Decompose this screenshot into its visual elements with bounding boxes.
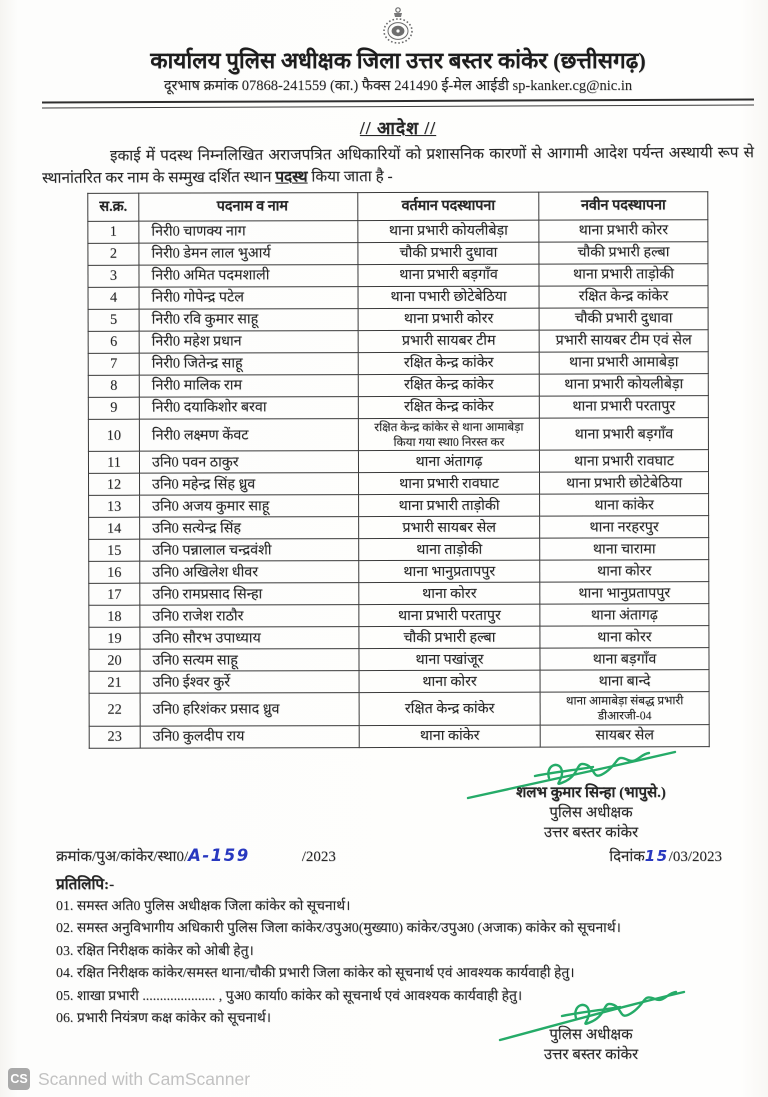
table-cell: थाना बड़गाँव [540, 648, 709, 670]
table-cell: निरी0 मालिक राम [139, 375, 358, 398]
second-signature-block [486, 1026, 696, 1066]
order-intro-paragraph [42, 142, 754, 189]
table-cell: 1 [88, 221, 139, 243]
table-row [89, 582, 709, 606]
table-row [88, 396, 708, 420]
table-cell: 3 [88, 265, 139, 287]
column-header: नवीन पदस्थापना [539, 192, 708, 220]
table-row [89, 560, 709, 584]
table-cell: चौकी प्रभारी दुधावा [539, 308, 708, 330]
table-cell: उनि0 रामप्रसाद सिन्हा [140, 583, 359, 606]
table-cell: थाना कोरर [359, 583, 540, 605]
table-cell: निरी0 गोपेन्द्र पटेल [139, 287, 358, 310]
copy-line: 06. प्रभारी नियंत्रण कक्ष कांकेर को सूचनार्थ। [56, 1011, 271, 1027]
table-row [88, 330, 708, 354]
table-cell: उनि0 सौरभ उपाध्याय [140, 627, 359, 650]
table-row [89, 538, 709, 562]
table-row [88, 286, 708, 310]
table-cell: थाना प्रभारी बड़गाँव [358, 264, 539, 286]
table-row [89, 626, 709, 650]
table-cell: 15 [89, 540, 140, 562]
table-cell: थाना कांकेर [540, 494, 709, 516]
table-row [89, 516, 709, 540]
table-cell: 7 [88, 353, 139, 375]
table-cell: निरी0 अमित पदमशाली [139, 265, 358, 288]
order-heading: // आदेश // [359, 117, 437, 138]
reference-number-line [56, 846, 722, 866]
table-cell: 12 [89, 474, 140, 496]
table-cell: 23 [89, 726, 140, 748]
table-row [89, 604, 709, 628]
table-cell: थाना प्रभारी कोयलीबेड़ा [358, 220, 539, 242]
table-cell: प्रभारी सायबर टीम एवं सेल [539, 330, 708, 352]
handwritten-ref-number: A-159 [188, 846, 250, 865]
table-row [88, 418, 708, 452]
table-cell: सायबर सेल [540, 725, 709, 747]
signatory-district: उत्तर बस्तर कांकेर [543, 824, 639, 841]
table-cell: 6 [88, 331, 139, 353]
table-cell: निरी0 दयाकिशोर बरवा [139, 397, 358, 420]
table-cell: थाना प्रभारी ताड़ोकी [539, 264, 708, 286]
column-header: पदनाम व नाम [139, 193, 358, 222]
camscanner-badge-icon: CS [8, 1068, 30, 1090]
table-cell: 18 [89, 606, 140, 628]
table-cell: उनि0 अजय कुमार साहू [140, 495, 359, 518]
header-divider [42, 98, 754, 108]
table-cell: थाना कोरर [540, 626, 709, 648]
table-row [89, 670, 709, 694]
table-cell: निरी0 जितेन्द्र साहू [139, 353, 358, 376]
table-cell: थाना चारामा [540, 538, 709, 560]
handwritten-date-day: 15 [644, 847, 669, 865]
second-signature-district: उत्तर बस्तर कांकेर [543, 1046, 639, 1063]
table-cell: थाना पखांजूर [359, 649, 540, 671]
table-cell: चौकी प्रभारी हल्बा [359, 627, 540, 649]
table-row [89, 648, 709, 672]
table-cell: 11 [88, 452, 139, 474]
table-row [88, 374, 708, 398]
copy-line: 05. शाखा प्रभारी ..................... , पुअ0 कार्या0 कांकेर को सूचनार्थ एवं आवश्यक कार्यवाही हेतु। [56, 988, 523, 1004]
table-cell: प्रभारी सायबर टीम [358, 330, 539, 352]
ref-prefix: क्रमांक/पुअ/कांकेर/स्था0/ [56, 849, 189, 865]
copy-line: 04. रक्षित निरीक्षक कांकेर/समस्त थाना/चौकी प्रभारी जिला कांकेर को सूचनार्थ एवं आवश्यक कार्यवाही हेतु। [56, 966, 575, 982]
table-cell: उनि0 सत्यम साहू [140, 649, 359, 672]
table-cell: उनि0 पवन ठाकुर [139, 451, 358, 474]
police-emblem-icon [378, 4, 418, 48]
transfer-table-body [88, 220, 709, 749]
transfer-table-head [88, 192, 708, 222]
ref-year: /2023 [301, 849, 336, 865]
table-cell: थाना प्रभारी कोरर [358, 308, 539, 330]
copy-line: 02. समस्त अनुविभागीय अधिकारी पुलिस जिला कांकेर/उपुअ0(मुख्या0) कांकेर/उपुअ0 (अजाक) कांकेर को सूचनार्थ। [56, 921, 621, 937]
table-cell: निरी0 लक्ष्मण केंवट [139, 419, 358, 452]
table-cell: 9 [88, 397, 139, 419]
table-cell: 13 [89, 496, 140, 518]
table-cell: चौकी प्रभारी दुधावा [358, 242, 539, 264]
table-cell: उनि0 ईश्वर कुर्रे [140, 671, 359, 694]
table-row [88, 308, 708, 332]
intro-underlined-word: पदस्थ [275, 168, 308, 186]
table-cell: 21 [89, 672, 140, 694]
table-cell: थाना अंतागढ़ [358, 451, 539, 473]
copy-line: 01. समस्त अति0 पुलिस अधीक्षक जिला कांकेर को सूचनार्थ। [56, 899, 351, 914]
table-cell: 20 [89, 650, 140, 672]
table-cell: 2 [88, 243, 139, 265]
table-cell: रक्षित केन्द्र कांकेर [358, 352, 539, 374]
table-cell: उनि0 सत्येन्द्र सिंह [140, 517, 359, 540]
copies-heading: प्रतिलिपि:- [56, 876, 115, 893]
table-cell: रक्षित केन्द्र कांकेर [358, 396, 539, 418]
copy-line: 03. रक्षित निरीक्षक कांकेर को ओबी हेतु। [56, 943, 254, 959]
table-cell: थाना प्रभारी ताड़ोकी [359, 495, 540, 517]
table-cell: उनि0 राजेश राठौर [140, 605, 359, 628]
table-row [88, 220, 708, 244]
table-cell: थाना प्रभारी कोरर [539, 220, 708, 242]
table-cell: 17 [89, 584, 140, 606]
table-cell: निरी0 रवि कुमार साहू [139, 309, 358, 332]
date-rest: /03/2023 [668, 849, 722, 865]
intro-text: इकाई में पदस्थ निम्नलिखित अराजपत्रित अधिकारियों को प्रशासनिक कारणों से आगामी आदेश पर्यन्त अस्थायी रूप से स्थानांतरित कर नाम के सम्मुख दर्शित स्थान [42, 144, 754, 187]
table-cell: उनि0 कुलदीप राय [140, 726, 359, 749]
camscanner-text: Scanned with CamScanner [38, 1068, 251, 1089]
signatory-block [466, 784, 716, 843]
table-row [89, 725, 709, 749]
table-cell: थाना प्रभारी आमाबेड़ा [539, 352, 708, 374]
table-row [89, 472, 709, 496]
table-row [89, 494, 709, 518]
table-cell: 4 [88, 287, 139, 309]
table-cell: थाना प्रभारी परतापुर [359, 605, 540, 627]
column-header: स.क्र. [88, 193, 139, 221]
office-title: कार्यालय पुलिस अधीक्षक जिला उत्तर बस्तर कांकेर (छत्तीसगढ़) [150, 48, 646, 73]
table-cell: रक्षित केन्द्र कांकेर से थाना आमाबेड़ा किया गया स्था0 निरस्त कर [358, 418, 539, 451]
table-cell: थाना भानुप्रतापपुर [359, 561, 540, 583]
table-row [88, 242, 708, 266]
table-cell: 5 [88, 309, 139, 331]
table-cell: उनि0 अखिलेश धीवर [140, 561, 359, 584]
table-cell: थाना नरहरपुर [540, 516, 709, 538]
table-cell: थाना कोरर [359, 671, 540, 693]
table-cell: थाना ताड़ोकी [359, 539, 540, 561]
table-cell: थाना प्रभारी रावघाट [359, 473, 540, 495]
table-cell: निरी0 महेश प्रधान [139, 331, 358, 354]
table-cell: थाना कांकेर [359, 725, 540, 747]
table-cell: निरी0 डेमन लाल भुआर्य [139, 243, 358, 266]
table-cell: थाना प्रभारी बड़गाँव [539, 418, 708, 451]
table-cell: चौकी प्रभारी हल्बा [539, 242, 708, 264]
date-label: दिनांक [609, 849, 645, 865]
signatory-name: शलभ कुमार सिन्हा (भापुसे.) [516, 785, 666, 801]
table-cell: निरी0 चाणक्य नाग [139, 221, 358, 244]
table-cell: 19 [89, 628, 140, 650]
office-contact-line: दूरभाष क्रमांक 07868-241559 (का.) फैक्स 241490 ई-मेल आईडी sp-kanker.cg@nic.in [163, 77, 633, 94]
table-cell: थाना कोरर [540, 560, 709, 582]
table-cell: थाना भानुप्रतापपुर [540, 582, 709, 604]
table-row [88, 450, 708, 474]
table-row [88, 352, 708, 376]
table-cell: रक्षित केन्द्र कांकेर [359, 693, 540, 726]
table-cell: 22 [89, 694, 140, 727]
table-cell: प्रभारी सायबर सेल [359, 517, 540, 539]
signatory-designation: पुलिस अधीक्षक [549, 804, 633, 821]
table-row [89, 692, 709, 726]
table-cell: 8 [88, 375, 139, 397]
table-cell: उनि0 पन्नालाल चन्द्रवंशी [140, 539, 359, 562]
intro-text-tail: किया जाता है - [307, 167, 393, 186]
table-header-row [88, 192, 708, 222]
table-cell: थाना प्रभारी रावघाट [539, 450, 708, 472]
table-cell: थाना प्रभारी कोयलीबेड़ा [539, 374, 708, 396]
table-cell: रक्षित केन्द्र कांकेर [358, 374, 539, 396]
table-cell: थाना बान्दे [540, 670, 709, 692]
table-cell: थाना प्रभारी छोटेबेठिया [540, 472, 709, 494]
table-cell: उनि0 महेन्द्र सिंह ध्रुव [140, 473, 359, 496]
table-cell: थाना आमाबेड़ा संबद्ध प्रभारी डीआरजी-04 [540, 692, 709, 725]
table-row [88, 264, 708, 288]
table-cell: 16 [89, 562, 140, 584]
camscanner-watermark [8, 1068, 250, 1090]
transfer-table [87, 192, 709, 750]
table-cell: उनि0 हरिशंकर प्रसाद ध्रुव [140, 693, 359, 726]
table-cell: थाना पभारी छोटेबेठिया [358, 286, 539, 308]
table-cell: रक्षित केन्द्र कांकेर [539, 286, 708, 308]
table-cell: थाना अंतागढ़ [540, 604, 709, 626]
column-header: वर्तमान पदस्थापना [358, 192, 539, 220]
second-signature-designation: पुलिस अधीक्षक [549, 1027, 633, 1043]
table-cell: 14 [89, 518, 140, 540]
table-cell: 10 [88, 419, 139, 452]
table-cell: थाना प्रभारी परतापुर [539, 396, 708, 418]
copies-list [56, 896, 746, 1030]
